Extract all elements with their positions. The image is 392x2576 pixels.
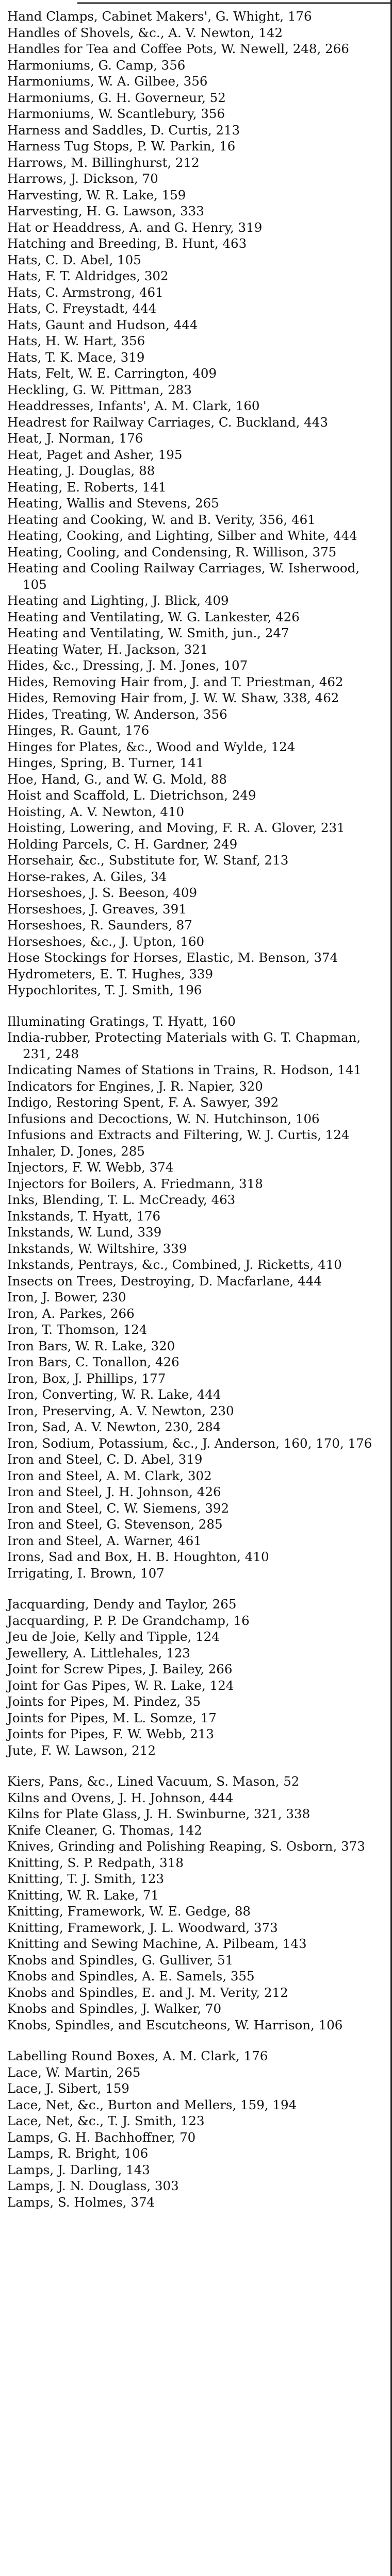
index-entry: Knobs and Spindles, G. Gulliver, 51: [7, 1952, 234, 1968]
index-entry: Hatching and Breeding, B. Hunt, 463: [7, 236, 247, 251]
index-entry: Horseshoes, J. S. Beeson, 409: [7, 885, 198, 900]
index-entry: Iron Bars, W. R. Lake, 320: [7, 1338, 175, 1353]
top-double-rule: [77, 2, 392, 4]
index-entry: Headdresses, Infants', A. M. Clark, 160: [7, 398, 260, 413]
index-entry: Heating and Lighting, J. Blick, 409: [7, 593, 229, 608]
index-entry: Jacquarding, P. P. De Grandchamp, 16: [7, 1613, 250, 1628]
index-entry: Joints for Pipes, M. Pindez, 35: [7, 1694, 201, 1709]
index-entry: Horseshoes, J. Greaves, 391: [7, 901, 187, 917]
index-entry: Knitting, T. J. Smith, 123: [7, 1871, 165, 1886]
letter-section-gap: [7, 2033, 385, 2048]
index-entry: Labelling Round Boxes, A. M. Clark, 176: [7, 2048, 268, 2063]
index-entry: Infusions and Decoctions, W. N. Hutchinson, 106: [7, 1111, 320, 1126]
index-entry: Hat or Headdress, A. and G. Henry, 319: [7, 219, 263, 235]
index-entry: Lace, Net, &c., T. J. Smith, 123: [7, 2113, 205, 2128]
index-entry: Inhaler, D. Jones, 285: [7, 1143, 145, 1159]
index-entry: Hats, Gaunt and Hudson, 444: [7, 317, 198, 332]
index-entry: Hoist and Scaffold, L. Dietrichson, 249: [7, 788, 256, 803]
index-entry: Heating Water, H. Jackson, 321: [7, 641, 208, 657]
index-entry: Heating, Cooking, and Lighting, Silber and White, 444: [7, 528, 357, 543]
index-entry: Heckling, G. W. Pittman, 283: [7, 382, 192, 397]
index-entry: Indicators for Engines, J. R. Napier, 320: [7, 1078, 263, 1094]
index-entry: Lace, J. Sibert, 159: [7, 2081, 129, 2096]
index-entry: Lace, W. Martin, 265: [7, 2064, 141, 2080]
index-entry: Irons, Sad and Box, H. B. Houghton, 410: [7, 1549, 269, 1564]
index-entry: Hydrometers, E. T. Hughes, 339: [7, 966, 214, 981]
index-entry: Insects on Trees, Destroying, D. Macfarlane, 444: [7, 1273, 322, 1289]
index-entry: Knobs and Spindles, A. E. Samels, 355: [7, 1969, 255, 1984]
index-entry: Harrows, J. Dickson, 70: [7, 171, 158, 186]
index-entry: Knobs and Spindles, E. and J. M. Verity, 212: [7, 1985, 288, 2000]
letter-section: [7, 1013, 385, 1582]
index-entry: Hats, C. Armstrong, 461: [7, 284, 164, 300]
index-entry: Heating and Cooling Railway Carriages, W. Isherwood, 105: [7, 561, 360, 592]
index-entry: Kilns for Plate Glass, J. H. Swinburne, 321, 338: [7, 1806, 311, 1821]
index-entry: Handles of Shovels, &c., A. V. Newton, 142: [7, 25, 283, 40]
index-entry: Holding Parcels, C. H. Gardner, 249: [7, 836, 238, 852]
index-entry: Knitting, S. P. Redpath, 318: [7, 1855, 184, 1870]
index-entry: Heating, J. Douglas, 88: [7, 463, 155, 478]
index-entry: Hoe, Hand, G., and W. G. Mold, 88: [7, 771, 227, 787]
index-entry: Horsehair, &c., Substitute for, W. Stanf, 213: [7, 853, 289, 868]
index-entry: Hides, Removing Hair from, J. W. W. Shaw, 338, 462: [7, 690, 339, 705]
index-entry: India-rubber, Protecting Materials with G. T. Chapman, 231, 248: [7, 1030, 361, 1061]
letter-section: [7, 1596, 385, 1758]
index-entry: Harvesting, W. R. Lake, 159: [7, 187, 186, 202]
index-entry: Joint for Screw Pipes, J. Bailey, 266: [7, 1662, 233, 1676]
index-entry: Inkstands, Pentrays, &c., Combined, J. Ricketts, 410: [7, 1257, 342, 1272]
index-entry: Lamps, R. Bright, 106: [7, 2146, 149, 2161]
index-entry: Iron and Steel, C. W. Siemens, 392: [7, 1500, 230, 1516]
index-entry: Iron Bars, C. Tonallon, 426: [7, 1354, 179, 1369]
letter-section: [7, 8, 385, 998]
index-entry: Hats, F. T. Aldridges, 302: [7, 268, 169, 283]
index-entry: Iron and Steel, C. D. Abel, 319: [7, 1452, 203, 1467]
index-entry: Knobs and Spindles, J. Walker, 70: [7, 2001, 222, 2016]
index-entry: Heat, J. Norman, 176: [7, 431, 143, 446]
index-entry: Hinges for Plates, &c., Wood and Wylde, 124: [7, 739, 296, 754]
index-entry: Heating, Cooling, and Condensing, R. Willison, 375: [7, 544, 337, 560]
index-entry: Jewellery, A. Littlehales, 123: [7, 1645, 190, 1660]
index-entry: Joints for Pipes, M. L. Somze, 17: [7, 1710, 217, 1725]
index-entry: Kilns and Ovens, J. H. Johnson, 444: [7, 1790, 234, 1805]
index-entry: Lamps, J. N. Douglass, 303: [7, 2178, 179, 2193]
index-entry: Hats, C. Freystadt, 444: [7, 301, 157, 316]
index-entry: Joint for Gas Pipes, W. R. Lake, 124: [7, 1677, 234, 1693]
index-entry: Hides, &c., Dressing, J. M. Jones, 107: [7, 658, 248, 673]
index-entry: Jeu de Joie, Kelly and Tipple, 124: [7, 1629, 220, 1644]
index-entry: Indigo, Restoring Spent, F. A. Sawyer, 392: [7, 1095, 279, 1110]
index-entry: Jute, F. W. Lawson, 212: [7, 1742, 156, 1758]
index-entry: Illuminating Gratings, T. Hyatt, 160: [7, 1013, 236, 1029]
index-entry: Knitting, Framework, J. L. Woodward, 373: [7, 1920, 278, 1935]
index-entry: Iron and Steel, J. H. Johnson, 426: [7, 1484, 221, 1499]
index-entry: Iron and Steel, A. M. Clark, 302: [7, 1468, 212, 1483]
index-entry: Knitting, W. R. Lake, 71: [7, 1887, 159, 1903]
index-entry: Hats, C. D. Abel, 105: [7, 252, 141, 267]
letter-section: [7, 2048, 385, 2210]
index-entry: Hoisting, Lowering, and Moving, F. R. A. Glover, 231: [7, 820, 345, 835]
index-entry: Hand Clamps, Cabinet Makers', G. Whight, 176: [7, 9, 312, 24]
index-entry: Knife Cleaner, G. Thomas, 142: [7, 1822, 202, 1838]
index-entry: Irrigating, I. Brown, 107: [7, 1565, 165, 1581]
index-entry: Hats, Felt, W. E. Carrington, 409: [7, 366, 217, 381]
index-entry: Inkstands, W. Wiltshire, 339: [7, 1241, 187, 1256]
index-entry: Handles for Tea and Coffee Pots, W. Newell, 248, 266: [7, 41, 349, 56]
index-entry: Iron, Converting, W. R. Lake, 444: [7, 1387, 221, 1402]
index-entry: Headrest for Railway Carriages, C. Buckland, 443: [7, 414, 328, 430]
index-entry: Lamps, J. Darling, 143: [7, 2162, 150, 2177]
index-entry: Iron, Box, J. Phillips, 177: [7, 1370, 166, 1386]
index-entry: Heating and Ventilating, W. Smith, jun., 247: [7, 625, 289, 640]
index-entry: Horse-rakes, A. Giles, 34: [7, 869, 167, 884]
index-entry: Indicating Names of Stations in Trains, R. Hodson, 141: [7, 1062, 362, 1077]
index-entry: Knives, Grinding and Polishing Reaping, S. Osborn, 373: [7, 1839, 365, 1854]
index-entry: Hats, T. K. Mace, 319: [7, 349, 145, 365]
index-entry: Harmoniums, W. A. Gilbee, 356: [7, 74, 208, 89]
index-entry: Lamps, G. H. Bachhoffner, 70: [7, 2129, 196, 2145]
index-entry: Heat, Paget and Asher, 195: [7, 447, 183, 462]
index-entry: Heating and Ventilating, W. G. Lankester, 426: [7, 609, 300, 624]
index-entry: Iron, J. Bower, 230: [7, 1290, 126, 1304]
index-entry: Infusions and Extracts and Filtering, W. J. Curtis, 124: [7, 1127, 350, 1142]
index-entry: Hides, Removing Hair from, J. and T. Priestman, 462: [7, 674, 344, 689]
letter-section-gap: [7, 1581, 385, 1596]
index-entry: Iron, T. Thomson, 124: [7, 1322, 148, 1337]
index-entry: Harness Tug Stops, P. W. Parkin, 16: [7, 139, 236, 154]
index-entry: Harvesting, H. G. Lawson, 333: [7, 204, 204, 218]
index-entry: Hoisting, A. V. Newton, 410: [7, 804, 185, 819]
index-entry: Lamps, S. Holmes, 374: [7, 2194, 155, 2210]
index-entry: Lace, Net, &c., Burton and Mellers, 159, 194: [7, 2097, 297, 2112]
index-entry: Inks, Blending, T. L. McCready, 463: [7, 1192, 236, 1207]
index-entry: Heating and Cooking, W. and B. Verity, 356, 461: [7, 512, 316, 527]
index-entry: Iron and Steel, G. Stevenson, 285: [7, 1517, 223, 1532]
index-entry: Heating, E. Roberts, 141: [7, 479, 167, 495]
index-entry: Iron, Sad, A. V. Newton, 230, 284: [7, 1419, 221, 1434]
index-entry: Horseshoes, R. Saunders, 87: [7, 918, 192, 933]
index-entry: Harness and Saddles, D. Curtis, 213: [7, 122, 240, 138]
letter-section-gap: [7, 998, 385, 1013]
index-entry: Iron, Sodium, Potassium, &c., J. Anderson, 160, 170, 176: [7, 1435, 372, 1451]
index-entry: Iron and Steel, A. Warner, 461: [7, 1533, 202, 1548]
index-entry: Kiers, Pans, &c., Lined Vacuum, S. Mason, 52: [7, 1774, 300, 1789]
index-entry: Knitting, Framework, W. E. Gedge, 88: [7, 1904, 251, 1919]
index-entry: Horseshoes, &c., J. Upton, 160: [7, 934, 205, 949]
index-list: [7, 8, 385, 2210]
index-entry: Injectors for Boilers, A. Friedmann, 318: [7, 1176, 263, 1191]
index-entry: Hinges, Spring, B. Turner, 141: [7, 755, 204, 770]
index-entry: Heating, Wallis and Stevens, 265: [7, 496, 219, 511]
index-entry: Joints for Pipes, F. W. Webb, 213: [7, 1726, 214, 1741]
index-entry: Iron, Preserving, A. V. Newton, 230: [7, 1403, 234, 1418]
index-entry: Hides, Treating, W. Anderson, 356: [7, 706, 227, 722]
index-entry: Injectors, F. W. Webb, 374: [7, 1160, 174, 1175]
index-entry: Knitting and Sewing Machine, A. Pilbeam, 143: [7, 1936, 307, 1951]
index-entry: Harmoniums, G. H. Governeur, 52: [7, 90, 226, 105]
index-entry: Harmoniums, W. Scantlebury, 356: [7, 106, 225, 121]
index-entry: Inkstands, T. Hyatt, 176: [7, 1208, 161, 1224]
index-entry: Hose Stockings for Horses, Elastic, M. Benson, 374: [7, 950, 338, 965]
index-entry: Knobs, Spindles, and Escutcheons, W. Harrison, 106: [7, 2017, 343, 2032]
index-entry: Inkstands, W. Lund, 339: [7, 1225, 162, 1240]
index-entry: Hypochlorites, T. J. Smith, 196: [7, 982, 202, 997]
index-entry: Jacquarding, Dendy and Taylor, 265: [7, 1597, 237, 1612]
letter-section-gap: [7, 1758, 385, 1773]
index-entry: Harmoniums, G. Camp, 356: [7, 57, 186, 73]
index-entry: Harrows, M. Billinghurst, 212: [7, 155, 200, 170]
index-entry: Hats, H. W. Hart, 356: [7, 333, 145, 348]
letter-section: [7, 1773, 385, 2033]
index-entry: Iron, A. Parkes, 266: [7, 1306, 135, 1321]
index-entry: Hinges, R. Gaunt, 176: [7, 723, 150, 738]
